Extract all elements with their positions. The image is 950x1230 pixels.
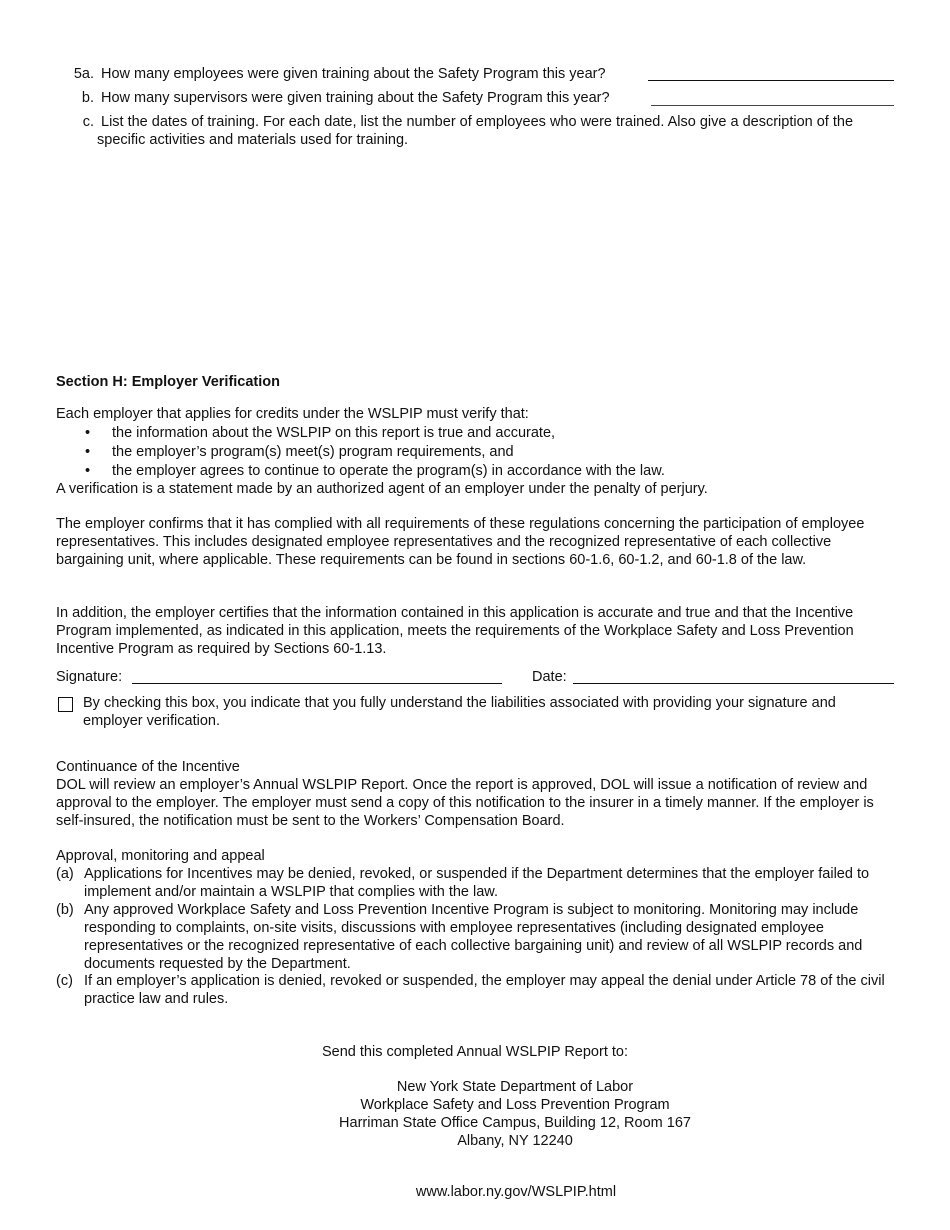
bullet-item: • the information about the WSLPIP on this report is true and accurate, [56,424,896,443]
question-5b-answer-field[interactable] [651,93,894,106]
section-h-intro: Each employer that applies for credits under the WSLPIP must verify that: [56,406,529,422]
question-5a-label: 5a. [73,66,94,82]
mailing-address [265,1078,765,1150]
question-5a-answer-field[interactable] [648,68,894,81]
approval-item-label: (a) [56,866,74,882]
verification-definition: A verification is a statement made by an authorized agent of an employer under the penalty of perjury. [56,481,708,497]
continuance-text: DOL will review an employer’s Annual WSLPIP Report. Once the report is approved, DOL will issue a notification of review and approval to the employer. The employer must send a copy of this notification to the insurer in a timely manner. If the employer is self-insured, the notification must be sent to the Workers’ Compensation Board. [56,777,874,829]
acknowledge-checkbox-text: By checking this box, you indicate that you fully understand the liabilities associated with providing your signature and employer verification. [83,695,836,729]
approval-item-c [56,972,896,1008]
section-h-title: Section H: Employer Verification [56,374,280,390]
question-5b-text: How many supervisors were given training about the Safety Program this year? [101,90,610,106]
approval-item-text: If an employer’s application is denied, revoked or suspended, the employer may appeal the denial under Article 78 of the civil practice law and rules. [84,973,885,1007]
address-line: New York State Department of Labor [396,1079,634,1095]
send-to-intro: Send this completed Annual WSLPIP Report to: [321,1044,629,1060]
continuance-title: Continuance of the Incentive [56,759,240,775]
approval-item-label: (b) [56,902,74,918]
verification-bullet-list [56,424,896,481]
signature-label: Signature: [56,669,123,685]
approval-title: Approval, monitoring and appeal [56,848,265,864]
address-line: Albany, NY 12240 [457,1133,573,1149]
address-line: Workplace Safety and Loss Prevention Program [360,1097,670,1113]
acknowledge-checkbox[interactable] [58,697,73,712]
approval-item-text: Any approved Workplace Safety and Loss Prevention Incentive Program is subject to monitoring. Monitoring may include responding to complaints, on-site visits, discussions with employee representatives (including designated employee representatives or the recognized representative of each collective bargaining unit) and review of all WSLPIP records and documents requested by the Department. [84,902,863,972]
employer-certification-paragraph: In addition, the employer certifies that the information contained in this application is accurate and true and that the Incentive Program implemented, as indicated in this application, meets the requirements of the Workplace Safety and Loss Prevention Incentive Program as required by Sections 60-1.13. [56,605,854,657]
bullet-item: • the employer’s program(s) meet(s) program requirements, and [56,443,896,462]
date-label: Date: [532,669,567,685]
signature-field[interactable] [132,671,502,684]
approval-item-text: Applications for Incentives may be denied, revoked, or suspended if the Department determines that the employer failed to implement and/or maintain a WSLPIP that complies with the law. [84,866,870,900]
question-5a-text: How many employees were given training about the Safety Program this year? [101,66,606,82]
approval-item-a [56,865,891,901]
address-line: Harriman State Office Campus, Building 12, Room 167 [339,1115,691,1131]
question-5c-text: List the dates of training. For each date, list the number of employees who were trained. Also give a description of the specific activities and materials used for training. [97,114,854,148]
question-5c-label: c. [82,114,94,130]
question-5c-answer-area[interactable] [97,152,897,352]
bullet-item: • the employer agrees to continue to operate the program(s) in accordance with the law. [56,462,896,481]
question-5b-label: b. [81,90,94,106]
approval-item-label: (c) [56,973,73,989]
date-field[interactable] [573,671,894,684]
employer-confirmation-paragraph: The employer confirms that it has complied with all requirements of these regulations concerning the participation of employee representatives. This includes designated employee representatives and the recognized representative of each collective bargaining unit, where applicable. These requirements can be found in sections 60-1.6, 60-1.2, and 60-1.8 of the law. [56,516,865,568]
website-link[interactable]: www.labor.ny.gov/WSLPIP.html [415,1184,617,1200]
approval-item-b [56,901,891,973]
